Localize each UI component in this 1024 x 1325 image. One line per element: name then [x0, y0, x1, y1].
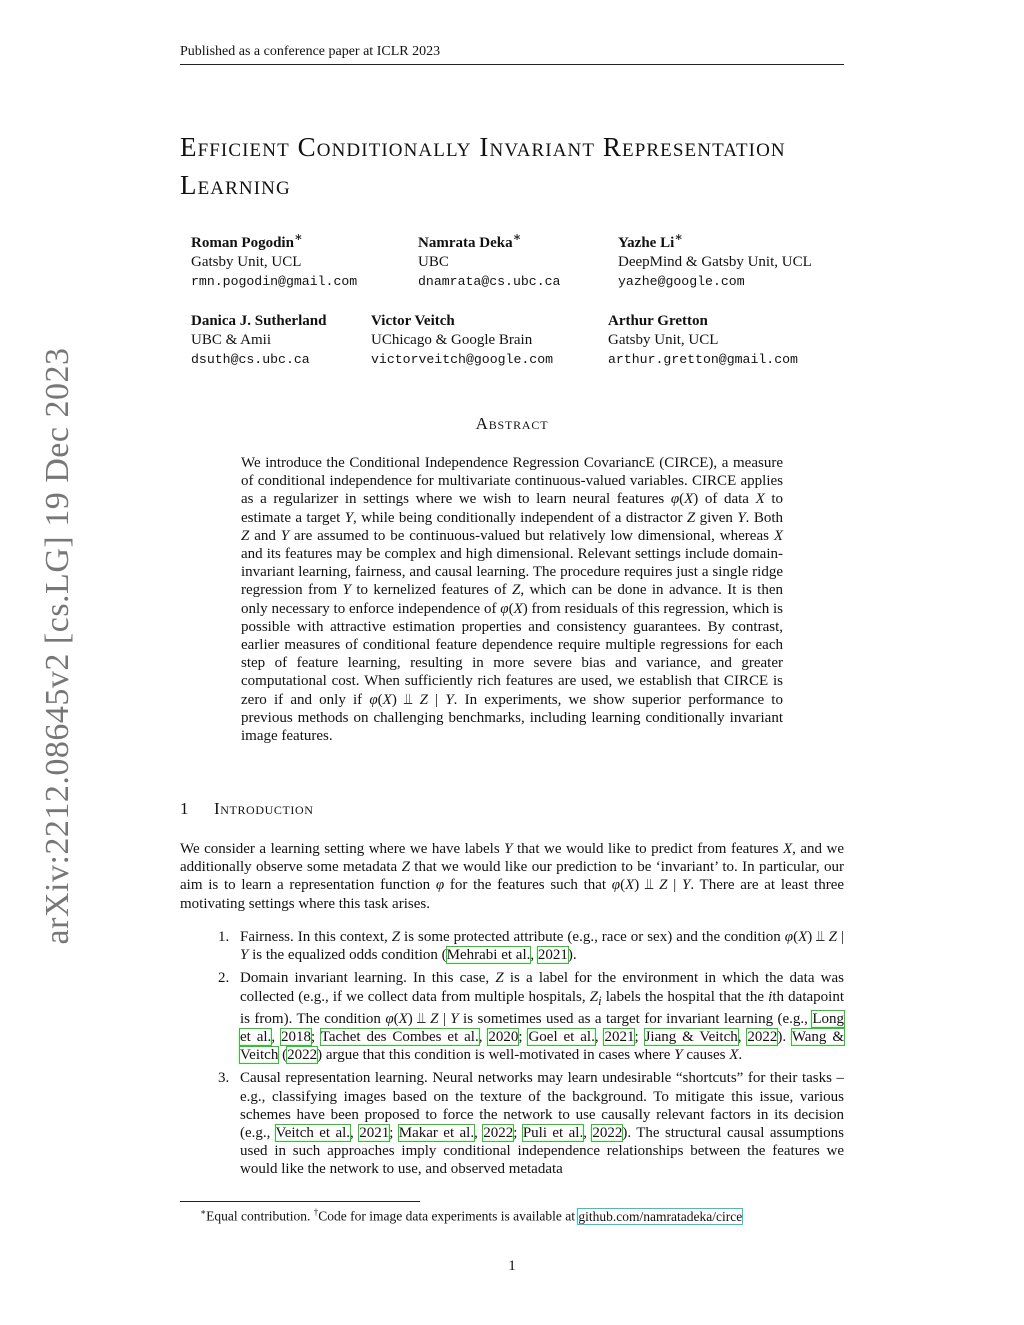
- citation-link[interactable]: 2018: [280, 1029, 311, 1046]
- citation-link[interactable]: 2022: [287, 1047, 318, 1064]
- author-email[interactable]: arthur.gretton@gmail.com: [608, 352, 798, 367]
- author-email[interactable]: dsuth@cs.ubc.ca: [191, 352, 310, 367]
- paper-title: Efficient Conditionally Invariant Representation Learning: [180, 132, 786, 200]
- citation-link[interactable]: 2020: [488, 1029, 519, 1046]
- citation-link[interactable]: Mehrabi et al.: [446, 947, 531, 964]
- author-name: Roman Pogodin∗: [191, 230, 303, 251]
- page-number: 1: [508, 1258, 516, 1274]
- intro-paragraph: We consider a learning setting where we have labels Y that we would like to predict from features X, and we additionally observe some metadata Z that we would like our prediction to be ‘invariant’ to. In particular, our aim is to learn a representation function φ for the features such that φ(X) ⫫ Z | Y. There are at least three motivating settings where this task arises.: [180, 841, 845, 912]
- author-affiliation: UBC: [418, 254, 449, 270]
- citation-link[interactable]: 2021: [604, 1029, 635, 1046]
- citation-link[interactable]: Jiang & Veitch: [644, 1029, 738, 1046]
- citation-link[interactable]: Tachet des Combes et al.: [320, 1029, 479, 1046]
- citation-link[interactable]: Long et al.: [240, 1010, 844, 1046]
- author-block: [191, 228, 357, 291]
- author-affiliation: UChicago & Google Brain: [371, 332, 533, 348]
- citation-link[interactable]: 2022: [483, 1125, 514, 1142]
- citation-link[interactable]: Wang & Veitch: [240, 1029, 844, 1064]
- citation-link[interactable]: Veitch et al.: [275, 1125, 351, 1142]
- citation-link[interactable]: 2021: [537, 947, 568, 964]
- citation-link[interactable]: Makar et al.: [398, 1125, 475, 1142]
- running-header: Published as a conference paper at ICLR 2023: [180, 44, 844, 65]
- author-name: Namrata Deka∗: [418, 230, 522, 251]
- author-block: [418, 228, 560, 291]
- code-repository-link[interactable]: github.com/namratadeka/circe: [578, 1208, 743, 1224]
- author-email[interactable]: rmn.pogodin@gmail.com: [191, 274, 358, 289]
- author-block: [618, 228, 812, 291]
- author-email[interactable]: dnamrata@cs.ubc.ca: [418, 274, 561, 289]
- list-item: 2. Domain invariant learning. In this case, Z is a label for the environment in which the data was collected (e.g., if we collect data from multiple hospitals, $Z_i$ labels the hospital that the ith datapoint is from). The condition φ(X) ⫫ Z | Y is sometimes used as a target for invariant learning (e.g., Long et al., 2018; Tachet des Combes et al., 2020; Goel et al., 2021; Jiang & Veitch, 2022). Wang & Veitch (2022) argue that this condition is well-motivated in cases where Y causes X.: [218, 970, 845, 1064]
- author-affiliation: Gatsby Unit, UCL: [191, 254, 302, 270]
- author-email[interactable]: yazhe@google.com: [618, 274, 745, 289]
- abstract-body: We introduce the Conditional Independence Regression CovariancE (CIRCE), a measure of conditional independence for multivariate continuous-valued variables. CIRCE applies as a regularizer in settings where we wish to learn neural features φ(X) of data X to estimate a target Y, while being conditionally independent of a distractor Z given Y. Both Z and Y are assumed to be continuous-valued but relatively low dimensional, whereas X and its features may be complex and high dimensional. Relevant settings include domain-invariant learning, fairness, and causal learning. The procedure requires just a single ridge regression from Y to kernelized features of Z, which can be done in advance. It is then only necessary to enforce independence of φ(X) from residuals of this regression, which is possible with attractive estimation properties and consistency guarantees. By contrast, earlier measures of conditional feature dependence require multiple regressions for each step of feature learning, resulting in more severe bias and variance, and greater computational cost. When sufficiently rich features are used, we establish that CIRCE is zero if and only if φ(X) ⫫ Z | Y. In experiments, we show superior performance to previous methods on challenging benchmarks, including learning conditionally invariant image features.: [241, 455, 784, 745]
- section-heading: 1 Introduction: [180, 799, 314, 818]
- citation-link[interactable]: 2022: [747, 1029, 778, 1046]
- author-block: [371, 312, 553, 369]
- citation-link[interactable]: Goel et al.: [528, 1029, 595, 1046]
- author-name: Danica J. Sutherland: [191, 313, 327, 329]
- footnote-rule: [180, 1201, 420, 1202]
- citation-link[interactable]: 2022: [592, 1125, 623, 1142]
- author-block: [191, 312, 326, 369]
- citation-link[interactable]: Puli et al.: [522, 1125, 584, 1142]
- arxiv-identifier-text: arXiv:2212.08645v2 [cs.LG] 19 Dec 2023: [39, 347, 76, 945]
- author-name: Arthur Gretton: [608, 313, 708, 329]
- list-item: 3. Causal representation learning. Neural networks may learn undesirable “shortcuts” for their tasks – e.g., classifying images based on the texture of the background. To mitigate this issue, various schemes have been proposed to force the network to use causally relevant factors in its decision (e.g., Veitch et al., 2021; Makar et al., 2022; Puli et al., 2022). The structural causal assumptions used in such approaches imply conditional independence relationships between the features we would like the network to use, and observed metadata: [218, 1070, 845, 1178]
- list-item: 1. Fairness. In this context, Z is some protected attribute (e.g., race or sex) and the condition φ(X) ⫫ Z | Y is the equalized odds condition (Mehrabi et al., 2021).: [218, 929, 844, 964]
- author-email[interactable]: victorveitch@google.com: [371, 352, 554, 367]
- author-name: Victor Veitch: [371, 313, 455, 329]
- author-block: [608, 312, 798, 369]
- author-name: Yazhe Li∗: [618, 230, 683, 251]
- motivation-list: [180, 928, 844, 1184]
- footnote: ∗Equal contribution. †Code for image data experiments is available at github.com/namratadeka/circe: [200, 1207, 743, 1224]
- author-affiliation: DeepMind & Gatsby Unit, UCL: [618, 254, 812, 270]
- citation-link[interactable]: 2021: [359, 1125, 390, 1142]
- author-affiliation: Gatsby Unit, UCL: [608, 332, 719, 348]
- author-affiliation: UBC & Amii: [191, 332, 272, 348]
- abstract-heading: Abstract: [475, 414, 549, 433]
